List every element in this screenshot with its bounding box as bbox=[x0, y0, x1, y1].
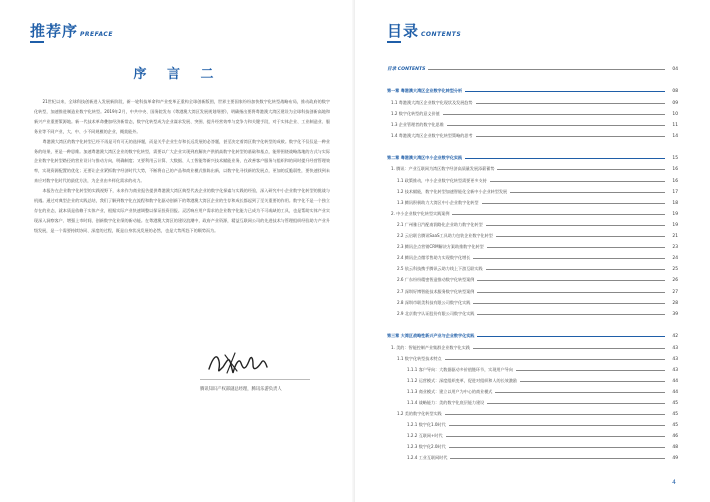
toc-leader-line bbox=[450, 455, 665, 459]
toc-leader-line bbox=[510, 189, 665, 193]
preface-paragraph: 21世纪以来，全球科技创新进入发展新阶段，新一轮科技革命和产业变革正重构全球创新版图，世界主要国家纷纷加快数字化转型战略布局，推动政府的数字化转型，加速推进制造业数字化转型。2019年2月，中共中央、国务院发布《粤港澳大湾区发展规划纲要》，明确指出要将粤港澳大湾区建设为全球科技创新高地和新兴产业重要策源地。新一代技术革命叠加经济新常态，数字化转型成为企业谋求发展、突围、提升经营效率与竞争力和关键手段，对于实体企业、工业制造业、服务业等不同产业，大、中、小不同规模的企业，概莫能外。 bbox=[34, 99, 330, 134]
toc-leader-line bbox=[449, 422, 665, 426]
toc-leader-line bbox=[486, 266, 665, 270]
toc-entry-label: 2.5 依云科技携手腾讯云助力线上下游互联实践 bbox=[397, 266, 483, 271]
toc-entry-page: 10 bbox=[672, 112, 678, 117]
toc-entry[interactable] bbox=[387, 111, 678, 119]
toc-entry[interactable] bbox=[387, 455, 678, 463]
toc-entry-label: 1.2 技术赋能，数字化转型加速智能化全新中小企业转型发展 bbox=[397, 189, 508, 194]
toc-entry-page: 23 bbox=[672, 245, 678, 250]
toc-entry-page: 45 bbox=[672, 401, 678, 406]
toc-entry[interactable] bbox=[387, 311, 678, 319]
toc-leader-line bbox=[496, 233, 665, 237]
toc-entry-label: 1.1 政策推动，中小企业数字化转型需要更多支持 bbox=[397, 178, 487, 183]
toc-entry[interactable] bbox=[387, 378, 678, 386]
toc-chapter-entry[interactable] bbox=[387, 88, 678, 96]
toc-entry-label: 第三章 大湾区战略性新兴产业与企业数字化实践 bbox=[387, 333, 475, 338]
toc-entry-page: 44 bbox=[672, 379, 678, 384]
contents-header-underline bbox=[387, 41, 401, 43]
toc-entry-page: 49 bbox=[672, 456, 678, 461]
toc-entry-page: 43 bbox=[672, 368, 678, 373]
toc-entry-label: 1.2 数字化转型的意义价值 bbox=[391, 111, 440, 116]
toc-contents-entry[interactable] bbox=[387, 66, 678, 74]
toc-entry-page: 45 bbox=[672, 423, 678, 428]
toc-entry-page: 46 bbox=[672, 434, 678, 439]
toc-leader-line bbox=[477, 277, 665, 281]
toc-entry[interactable] bbox=[387, 189, 678, 197]
toc-entry[interactable] bbox=[387, 389, 678, 397]
toc-entry-page: 09 bbox=[672, 101, 678, 106]
toc-entry[interactable] bbox=[387, 289, 678, 297]
toc-leader-line bbox=[476, 100, 666, 104]
toc-entry-label: 2.1 广州雅日汽配南润路化企业助力数字化转型 bbox=[397, 222, 483, 227]
toc-entry-label: 1. 美的：智能控制产业集群企业数字化实践 bbox=[391, 345, 470, 350]
toc-leader-line bbox=[477, 289, 665, 293]
toc-entry[interactable] bbox=[387, 367, 678, 375]
toc-leader-line bbox=[446, 433, 665, 437]
contents-header-title: 目录 bbox=[387, 22, 420, 40]
toc-entry-page: 19 bbox=[672, 223, 678, 228]
toc-chapter-entry[interactable] bbox=[387, 333, 678, 341]
toc-entry[interactable] bbox=[387, 266, 678, 274]
contents-header-subtitle: CONTENTS bbox=[421, 31, 462, 38]
toc-entry-page: 43 bbox=[672, 346, 678, 351]
toc-entry-page: 42 bbox=[672, 334, 678, 339]
toc-entry-page: 15 bbox=[672, 156, 678, 161]
toc-entry-label: 1.1 粤港澳大湾区企业数字化现状及发展趋势 bbox=[391, 100, 473, 105]
toc-leader-line bbox=[477, 311, 665, 315]
preface-header-underline bbox=[30, 41, 44, 43]
toc-entry[interactable] bbox=[387, 400, 678, 408]
toc-entry-label: 第一章 粤港澳大湾区企业数字化转型分析 bbox=[387, 88, 463, 93]
toc-entry[interactable] bbox=[387, 100, 678, 108]
preface-header-title: 推荐序 bbox=[30, 22, 79, 40]
toc-entry-label: 2.8 深圳市联美科技有限公司数字化实践 bbox=[397, 300, 471, 305]
toc-entry-label: 1.3 企业管理者的数字化思维 bbox=[391, 122, 444, 127]
toc-entry[interactable] bbox=[387, 178, 678, 186]
toc-entry-page: 21 bbox=[672, 234, 678, 239]
toc-leader-line bbox=[520, 378, 665, 382]
preface-title: 序 言 二 bbox=[133, 67, 222, 82]
toc-entry-label: 1.2.2 互联网+时代 bbox=[407, 433, 443, 438]
toc-entry[interactable] bbox=[387, 233, 678, 241]
toc-entry-label: 2.2 云启联合腾讯SaaS工具助力包装企业数字化转型 bbox=[397, 233, 493, 238]
toc-entry-page: 39 bbox=[672, 312, 678, 317]
contents-header bbox=[387, 20, 461, 41]
toc-entry-label: 2.3 腾讯企点营销CRM解决方案助推数字化转型 bbox=[397, 244, 484, 249]
toc-entry[interactable] bbox=[387, 133, 678, 141]
toc-entry-label: 2.9 北京数字认证股份有限公司数字化实践 bbox=[397, 311, 475, 316]
toc-leader-line bbox=[482, 200, 666, 204]
toc-entry-label: 1.1.1 客户导向：大数据驱动多价值链环节，实现用户导向 bbox=[407, 367, 513, 372]
toc-leader-line bbox=[487, 244, 665, 248]
toc-entry[interactable] bbox=[387, 222, 678, 230]
toc-leader-line bbox=[490, 178, 665, 182]
toc-entry-label: 1.1.4 战略能力：美的数字化底层能力建设 bbox=[407, 400, 485, 405]
toc-entry[interactable] bbox=[387, 166, 678, 174]
toc-chapter-entry[interactable] bbox=[387, 155, 678, 163]
toc-leader-line bbox=[449, 444, 665, 448]
toc-entry-label: 2. 中小企业数字化转型实践案例 bbox=[391, 211, 450, 216]
toc-leader-line bbox=[445, 356, 665, 360]
signature-line bbox=[200, 379, 310, 380]
toc-leader-line bbox=[516, 367, 665, 371]
toc-entry-label: 1.2.1 数字化1.0时代 bbox=[407, 422, 446, 427]
preface-body bbox=[34, 97, 330, 236]
toc-leader-line bbox=[476, 133, 666, 137]
toc-entry-label: 1. 腾讯：产业互联网为湾区数字经济高质量发展添薪蓄势 bbox=[391, 166, 495, 171]
toc-leader-line bbox=[452, 211, 665, 215]
toc-leader-line bbox=[487, 400, 665, 404]
toc-entry-page: 25 bbox=[672, 267, 678, 272]
toc-leader-line bbox=[477, 333, 665, 337]
toc-entry-label: 第二章 粤港澳大湾区中小企业数字化实践 bbox=[387, 155, 463, 160]
toc-entry[interactable] bbox=[387, 244, 678, 252]
toc-leader-line bbox=[443, 111, 665, 115]
toc-leader-line bbox=[473, 345, 665, 349]
toc-entry-page: 08 bbox=[672, 89, 678, 94]
toc-entry-page: 26 bbox=[672, 278, 678, 283]
toc-leader-line bbox=[465, 155, 665, 159]
toc-entry-page: 16 bbox=[672, 167, 678, 172]
toc-entry[interactable] bbox=[387, 255, 678, 263]
toc-entry-page: 16 bbox=[672, 179, 678, 184]
toc-leader-line bbox=[473, 300, 665, 304]
toc-entry[interactable] bbox=[387, 345, 678, 353]
toc-entry[interactable] bbox=[387, 211, 678, 219]
toc-entry[interactable] bbox=[387, 422, 678, 430]
signature-caption: 腾讯知识产权部副总经理，腾讯乐游负责人 bbox=[200, 387, 282, 392]
toc-entry-label: 1.3 腾讯积极助力大湾区中小企业数字化转型 bbox=[397, 200, 479, 205]
toc-entry-label: 2.6 广东纷纷精密智造推动数字化转型案例 bbox=[397, 277, 475, 282]
toc-entry[interactable] bbox=[387, 200, 678, 208]
toc-entry-label: 1.1.3 商业模式：建立以用户为中心的商业模式 bbox=[407, 389, 493, 394]
toc-entry-label: 1.2.3 数字化2.0时代 bbox=[407, 444, 446, 449]
toc-entry-page: 11 bbox=[672, 123, 678, 128]
toc-entry[interactable] bbox=[387, 356, 678, 364]
toc-entry-label: 1.2.4 工业互联网时代 bbox=[407, 455, 448, 460]
preface-paragraph: 本报告在企业数字化转型的实践视野下，未来作为商业报告提供粤港澳大湾区典型代表企业的数字化探索与实践的经验，深入研究中小企业数字化转型的挑战与机遇。通过对典型企业的实践总结，我们了解到数字化在流程和数字化驱动创新下的粤港澳大湾区企业的生存和成长都起到了至关重要的作用。数字化不是一个独立存在的业态，就本质是依赖于实体产业，根据实际产业快速调整以保证投资回报。灵活响应用户需求的企业数字化能力已成为不可或缺的工具，也是帮助实体产业实现深入洞察客户、增强上市时间、创新数字化业绩的新动能。在粤港澳大湾区的建设浪潮中，政府产业资源，精益互联网公司的先进技术与管理组织经验助力产业升级发展，是一个需要持续协同、深度的过程，既是自身状况发展的必然，也是大势所趋下的顺势而为。 bbox=[34, 188, 330, 233]
toc-entry[interactable] bbox=[387, 411, 678, 419]
toc-entry[interactable] bbox=[387, 122, 678, 130]
toc-entry[interactable] bbox=[387, 433, 678, 441]
toc-entry-label: 1.4 粤港澳大湾区企业数字化转型策略的思考 bbox=[391, 133, 473, 138]
toc-entry-page: 19 bbox=[672, 212, 678, 217]
toc-leader-line bbox=[445, 411, 665, 415]
toc-entry-page: 18 bbox=[672, 201, 678, 206]
handwritten-signature bbox=[205, 347, 275, 379]
toc-entry-page: 43 bbox=[672, 357, 678, 362]
toc-leader-line bbox=[447, 122, 665, 126]
toc-entry[interactable] bbox=[387, 444, 678, 452]
toc-entry-page: 04 bbox=[672, 67, 678, 72]
page-number: 4 bbox=[672, 479, 676, 486]
contents-page bbox=[355, 0, 710, 502]
toc-entry-label: 1.1 数字化转型技术特点 bbox=[397, 356, 442, 361]
toc-entry-page: 17 bbox=[672, 190, 678, 195]
toc-leader-line bbox=[473, 255, 665, 259]
toc-entry-label: 2.7 深圳好博智能技术服务数字化转型案例 bbox=[397, 289, 475, 294]
preface-paragraph: 粤港澳大湾区的数字化转型已经不再是可有可无的选择题，而是关乎企业生存和长远发展的必答题，甚至决定着湾区数字化转型的成败。数字化不仅仅是一种业务的结果，更是一种思维。加速粤港澳大湾区企业的数字化转型，需要以广大企业实现到底解决产供销高数字化转型的基础和基点，能带围绕战略落地的方式与实际企业数字化转型路径的营业设计与推动方向，明确制度；又要利用云计算、大数据、人工智能等新兴技术赋能业务，在改善客户服务与组织和的同时提升经营管理效率，实现资源配置的优化；还要让企业紧抓数字经济时代大势，不断将自己的产品和商业模式推陈出新，以数字化寻找新的发展点，更加的反脆弱性，要快速找到未来应对数字化时代的最优方法，为企业由多样化需求的动力。 bbox=[34, 138, 330, 184]
toc-entry-label: 目录 CONTENTS bbox=[387, 67, 426, 72]
toc-entry-page: 24 bbox=[672, 256, 678, 261]
toc-entry-page: 44 bbox=[672, 390, 678, 395]
toc-leader-line bbox=[486, 222, 665, 226]
toc-leader-line bbox=[497, 166, 665, 170]
preface-header-subtitle: PREFACE bbox=[80, 31, 113, 38]
toc-entry[interactable] bbox=[387, 300, 678, 308]
toc-entry-label: 2.4 腾讯企点微零售助力实现数字化增长 bbox=[397, 255, 471, 260]
toc-entry-page: 27 bbox=[672, 290, 678, 295]
toc-leader-line bbox=[428, 66, 665, 70]
toc-leader-line bbox=[465, 88, 665, 92]
toc-entry-page: 48 bbox=[672, 445, 678, 450]
toc-entry-label: 1.1.2 运营模式：深度组织变革，促进对组织和人的长效激励 bbox=[407, 378, 517, 383]
toc-entry-page: 28 bbox=[672, 301, 678, 306]
toc-leader-line bbox=[495, 389, 665, 393]
toc-entry-label: 1.2 美的数字化转型实践 bbox=[397, 411, 442, 416]
toc-entry-page: 45 bbox=[672, 412, 678, 417]
toc-entry-page: 14 bbox=[672, 134, 678, 139]
toc-entry[interactable] bbox=[387, 277, 678, 285]
preface-header bbox=[30, 20, 113, 41]
